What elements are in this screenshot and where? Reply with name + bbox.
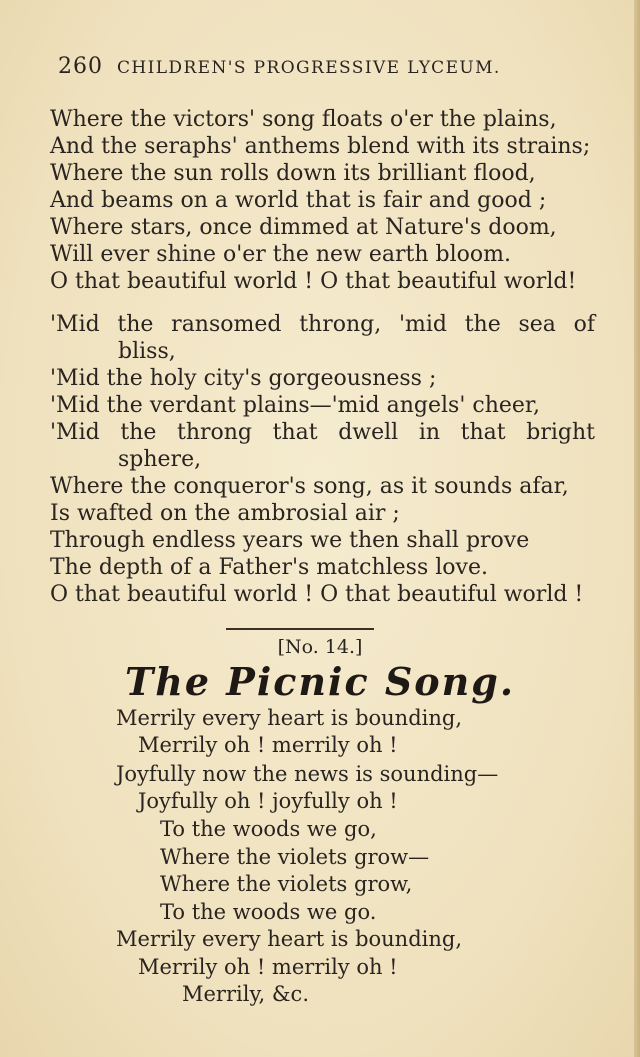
verse-line: 'Mid the throng that dwell in that bright [50,420,595,445]
lyric-line: Joyfully oh ! joyfully oh ! [138,789,398,813]
lyric-line: To the woods we go, [160,817,377,841]
verse-line: The depth of a Father's matchless love. [50,555,488,580]
verse-line: Is wafted on the ambrosial air ; [50,501,400,526]
verse-line-continuation: sphere, [118,447,202,472]
verse-line-continuation: bliss, [118,339,176,364]
verse-line: 'Mid the verdant plains—'mid angels' cheer, [50,393,541,418]
running-head: CHILDREN'S PROGRESSIVE LYCEUM. [117,58,501,78]
lyric-line: Where the violets grow, [160,872,413,896]
stanza-2 [50,311,595,608]
lyric-line: Merrily every heart is bounding, [116,706,463,730]
lyric-line: To the woods we go. [160,900,377,924]
verse-line: And the seraphs' anthems blend with its strains; [50,134,591,159]
verse-line: Where the victors' song floats o'er the plains, [50,107,557,132]
verse-line: And beams on a world that is fair and good ; [50,188,547,213]
lyric-line: Joyfully now the news is sounding— [116,762,499,786]
song-title: The Picnic Song. [124,659,516,704]
lyric-line: Merrily oh ! merrily oh ! [138,955,398,979]
lyric-line: Merrily oh ! merrily oh ! [138,733,398,757]
page-header [58,54,501,79]
verse-line: Where the sun rolls down its brilliant flood, [50,161,536,186]
lyric-line: Merrily, &c. [182,982,309,1006]
verse-line: Will ever shine o'er the new earth bloom. [50,242,511,267]
lyric-line: Merrily every heart is bounding, [116,927,463,951]
verse-line: Where stars, once dimmed at Nature's doom, [50,215,557,240]
verse-line: Through endless years we then shall prove [50,528,530,553]
verse-line: 'Mid the holy city's gorgeousness ; [50,366,437,391]
verse-line: O that beautiful world ! O that beautiful world! [50,269,577,294]
song-number: [No. 14.] [277,636,363,658]
section-divider [226,628,374,630]
verse-line: Where the conqueror's song, as it sounds afar, [50,474,569,499]
verse-line: O that beautiful world ! O that beautiful world ! [50,582,584,607]
verse-line: 'Mid the ransomed throng, 'mid the sea of [50,312,595,337]
page-number: 260 [58,54,103,79]
stanza-1 [50,106,595,295]
page-edge [634,0,640,1057]
lyric-line: Where the violets grow— [160,845,430,869]
